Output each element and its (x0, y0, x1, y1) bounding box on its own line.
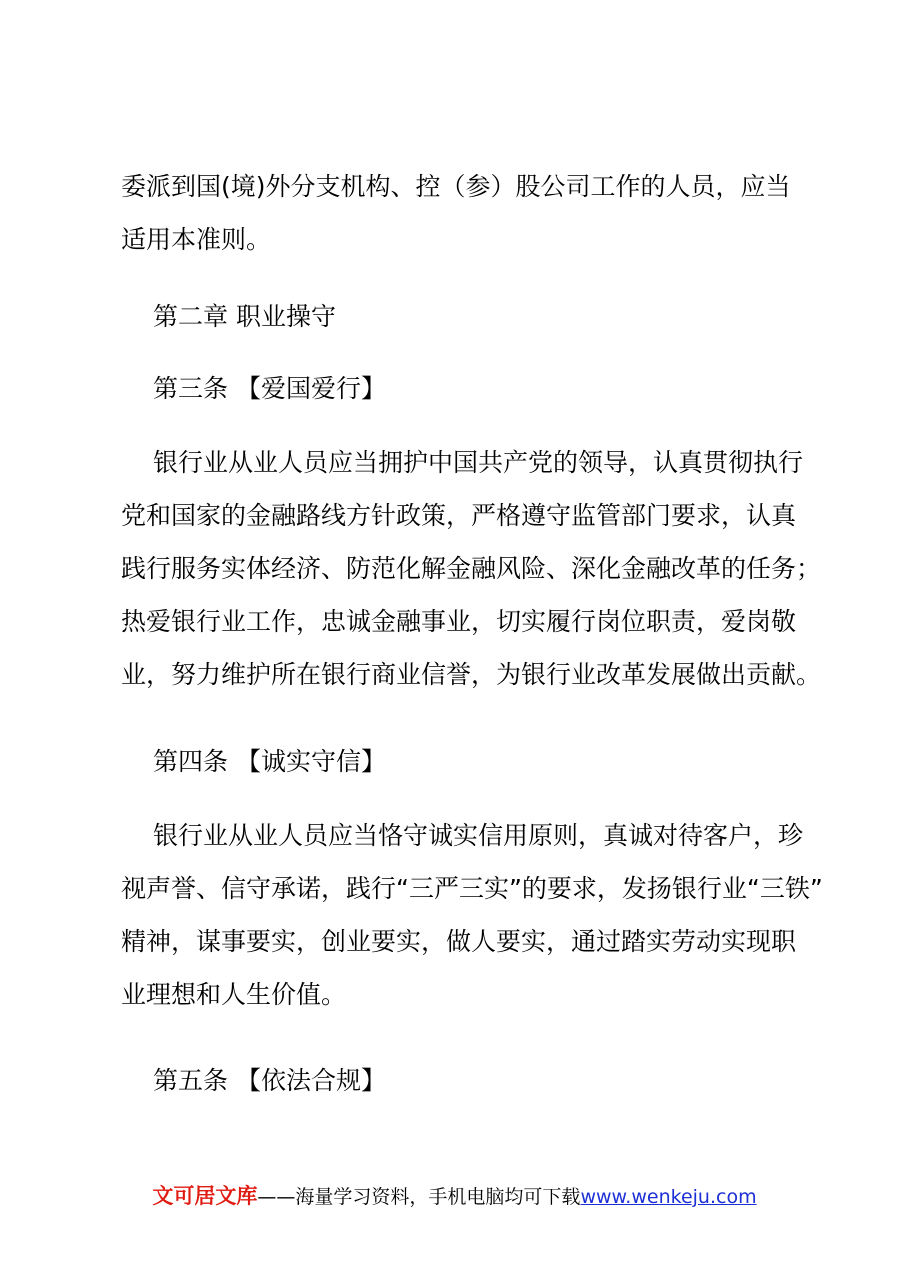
text-line: 热爱银行业工作，忠诚金融事业，切实履行岗位职责，爱岗敬 (121, 607, 797, 636)
chapter-heading (121, 290, 825, 343)
text-line: 第五条 【依法合规】 (153, 1066, 386, 1095)
text-line: 第二章 职业操守 (153, 302, 336, 331)
footer-link[interactable]: www.wenkeju.com (580, 1186, 757, 1208)
footer-banner (0, 1180, 909, 1213)
article-heading (121, 735, 825, 788)
article-body (121, 809, 823, 1021)
article-heading (121, 1054, 825, 1107)
text-line: 践行服务实体经济、防范化解金融风险、深化金融改革的任务； (121, 554, 822, 583)
text-line: 银行业从业人员应当拥护中国共产党的领导，认真贯彻执行 (153, 448, 804, 477)
text-line: 业，努力维护所在银行商业信誉，为银行业改革发展做出贡献。 (121, 660, 822, 689)
text-line: 精神，谋事要实，创业要实，做人要实，通过踏实劳动实现职 (121, 927, 797, 956)
footer-text: ——海量学习资料，手机电脑均可下载 (257, 1186, 581, 1208)
article-body (121, 436, 822, 701)
paragraph-scope (121, 160, 793, 266)
text-line: 银行业从业人员应当恪守诚实信用原则，真诚对待客户，珍 (153, 821, 804, 850)
footer-brand: 文可居文库 (152, 1184, 258, 1208)
text-line: 委派到国(境)外分支机构、控（参）股公司工作的人员，应当 (121, 172, 791, 201)
text-line: 适用本准则。 (121, 225, 272, 254)
text-line: 视声誉、信守承诺，践行“三严三实”的要求，发扬银行业“三铁” (121, 874, 823, 903)
text-line: 党和国家的金融路线方针政策，严格遵守监管部门要求，认真 (121, 501, 797, 530)
text-line: 业理想和人生价值。 (121, 980, 347, 1009)
text-line: 第三条 【爱国爱行】 (153, 374, 386, 403)
article-heading (121, 362, 825, 415)
text-line: 第四条 【诚实守信】 (153, 747, 386, 776)
